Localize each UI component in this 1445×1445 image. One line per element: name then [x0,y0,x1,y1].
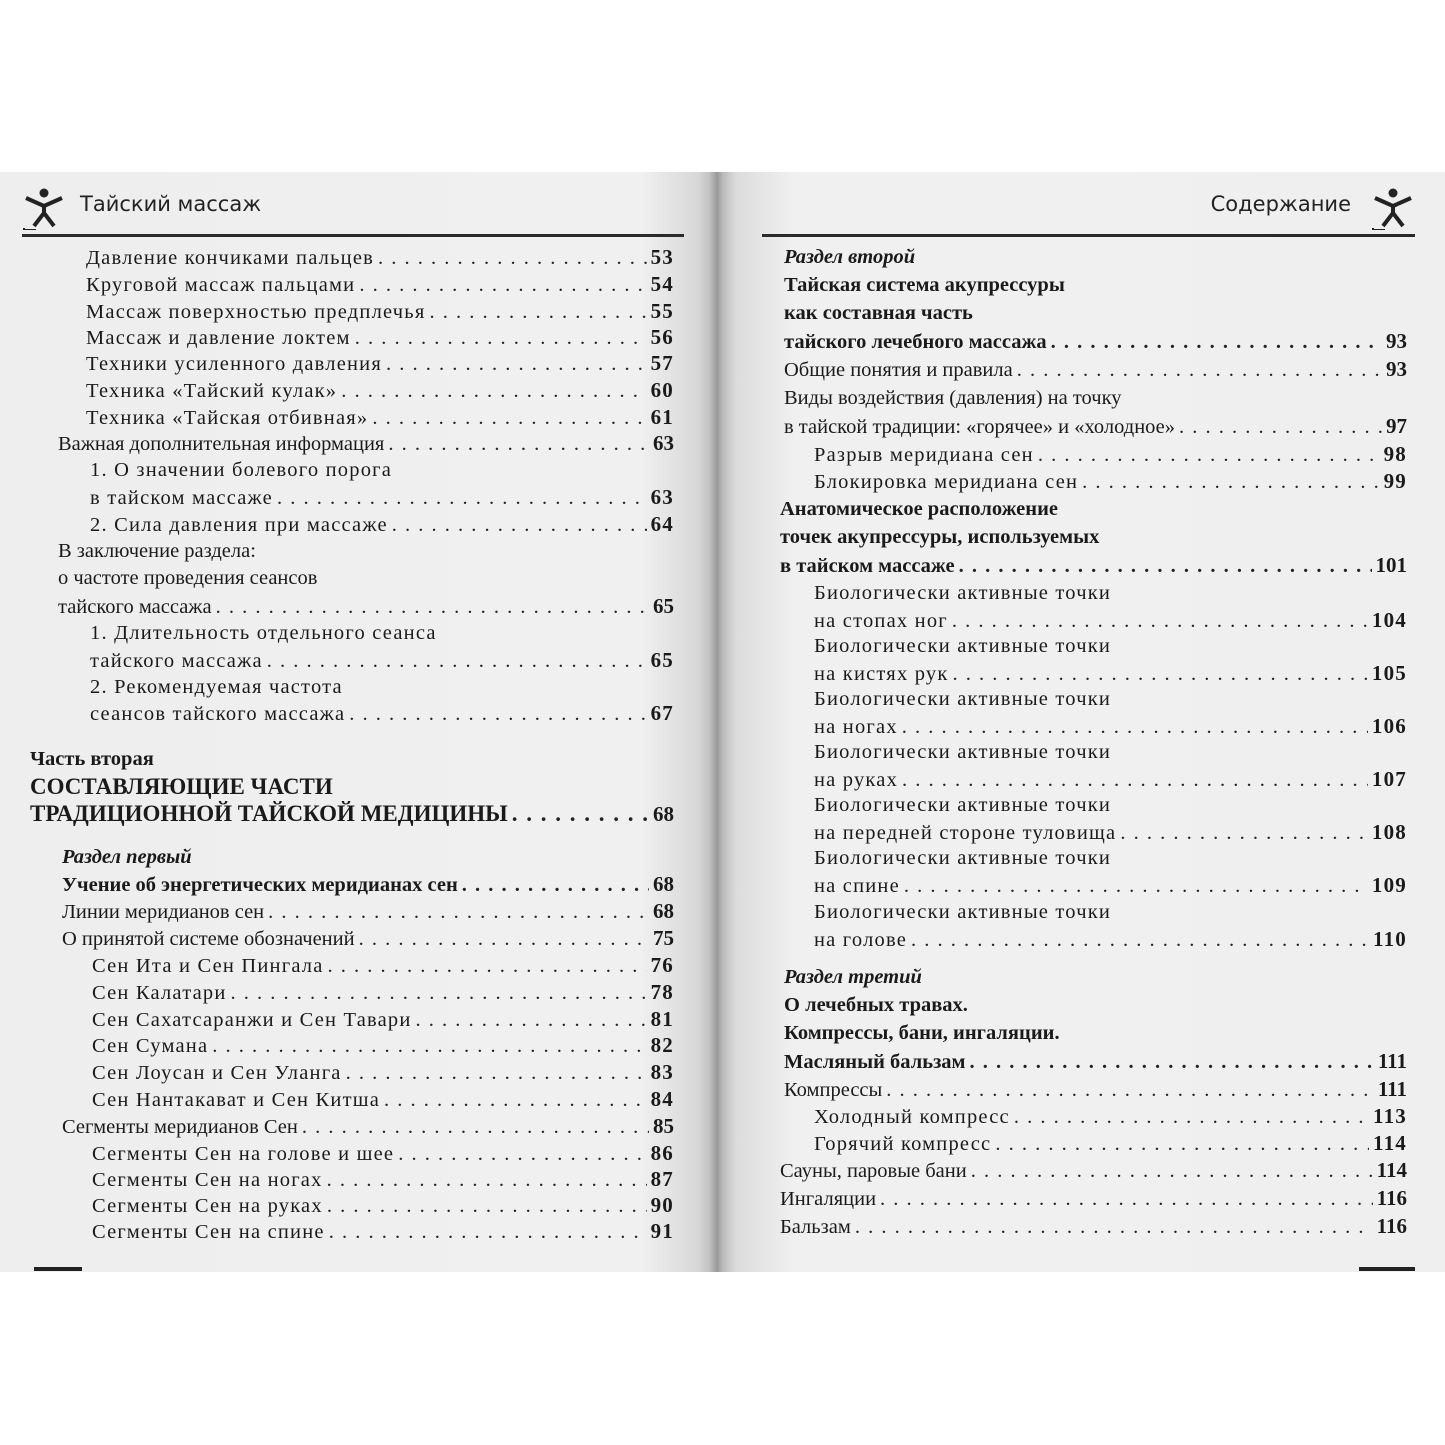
toc-entry: Сен Нантакават и Сен Китша . . . 84 [92,1084,674,1114]
running-head: Тайский массаж [80,192,262,216]
toc-entry: Сегменты Сен на ногах . . . 87 [92,1164,674,1194]
toc-entry: 2. Рекомендуемая частота [90,676,343,698]
toc-entry: сеансов тайского массажа . . . 67 [90,698,674,728]
toc-entry: Круговой массаж пальцами . . . 54 [86,269,674,299]
toc-entry: Учение об энергетических меридианах сен . . . 68 [62,869,674,899]
toc-entry: Холодный компресс . . . 113 [814,1101,1407,1131]
section-title: как составная часть [784,302,973,324]
toc-entry: Биологически активные точки [814,847,1112,869]
toc-entry: на стопах ног . . . 104 [814,605,1407,635]
section-title: в тайском массаже . . . 101 [780,550,1407,580]
toc-entry: в тайской традиции: «горячее» и «холодное» . . . 97 [784,411,1407,441]
toc-entry: Биологически активные точки [814,582,1112,604]
stick-figure-icon [1371,186,1415,230]
toc-entry: Сегменты Сен на голове и шее . . . 86 [92,1138,674,1168]
part-title: ТРАДИЦИОННОЙ ТАЙСКОЙ МЕДИЦИНЫ . . . 68 [30,799,674,829]
toc-entry: на руках . . . 107 [814,764,1407,794]
toc-entry: Горячий компресс . . . 114 [814,1128,1407,1158]
toc-entry: Массаж и давление локтем . . . 56 [86,322,674,352]
toc-entry: Давление кончиками пальцев . . . 53 [86,242,674,272]
toc-entry: Сен Лоусан и Сен Уланга . . . 83 [92,1057,674,1087]
toc-entry: Сауны, паровые бани . . . 114 [780,1155,1407,1185]
toc-entry: на голове . . . 110 [814,924,1407,954]
header-rule [762,234,1415,237]
toc-entry: о частоте проведения сеансов [58,567,318,589]
toc-entry: Линии меридианов сен . . . 68 [62,896,674,926]
right-page [722,172,1445,1272]
toc-entry: Техники усиленного давления . . . 57 [86,348,674,378]
section-title: О лечебных травах. [784,994,968,1016]
section-title: точек акупрессуры, используемых [780,526,1100,548]
part-title: СОСТАВЛЯЮЩИЕ ЧАСТИ [30,774,333,799]
toc-entry: Биологически активные точки [814,635,1112,657]
toc-entry: Сен Сахатсаранжи и Сен Тавари . . . 81 [92,1004,674,1034]
toc-entry: Сен Ита и Сен Пингала . . . 76 [92,950,674,980]
toc-entry: Виды воздействия (давления) на точку [784,387,1122,409]
toc-entry: Компрессы . . . 111 [784,1074,1407,1104]
toc-entry: Ингаляции . . . 116 [780,1183,1407,1213]
toc-entry: Техника «Тайский кулак» . . . 60 [86,375,674,405]
toc-entry: Сегменты Сен на спине . . . 91 [92,1216,674,1246]
toc-entry: Техника «Тайская отбивная» . . . 61 [86,402,674,432]
section-title: Анатомическое расположение [780,498,1058,520]
toc-entry: на ногах . . . 106 [814,711,1407,741]
part-label: Часть вторая [30,748,154,770]
toc-entry: в тайском массаже . . . 63 [90,482,674,512]
toc-entry: Сегменты меридианов Сен . . . 85 [62,1111,674,1141]
toc-entry: Биологически активные точки [814,741,1112,763]
toc-entry: Биологически активные точки [814,794,1112,816]
section-label: Раздел третий [784,966,922,988]
toc-entry: Массаж поверхностью предплечья . . . 55 [86,296,674,326]
toc-entry: Разрыв меридиана сен . . . 98 [814,439,1407,469]
section-title: Масляный бальзам . . . 111 [784,1046,1407,1076]
section-label: Раздел второй [784,246,916,268]
toc-entry: на передней стороне туловища . . . 108 [814,817,1407,847]
book-spread [0,172,1445,1272]
page-corner-mark [34,1267,82,1271]
page-corner-mark [1359,1267,1415,1271]
toc-entry: Биологически активные точки [814,688,1112,710]
toc-entry: Сен Калатари . . . 78 [92,977,674,1007]
toc-entry: Важная дополнительная информация . . . 63 [58,428,674,458]
section-title: Тайская система акупрессуры [784,274,1065,296]
toc-entry: Биологически активные точки [814,901,1112,923]
header-rule [22,234,684,237]
stick-figure-icon [22,186,66,230]
toc-entry: Бальзам . . . 116 [780,1211,1407,1241]
toc-entry: В заключение раздела: [58,540,256,562]
toc-entry: Блокировка меридиана сен . . . 99 [814,466,1407,496]
section-label: Раздел первый [62,846,192,868]
toc-entry: на спине . . . 109 [814,870,1407,900]
toc-entry: на кистях рук . . . 105 [814,658,1407,688]
section-title: тайского лечебного массажа . . . 93 [784,326,1407,356]
toc-entry: тайского массажа . . . 65 [90,645,674,675]
toc-entry: Сегменты Сен на руках . . . 90 [92,1190,674,1220]
toc-entry: Общие понятия и правила . . . 93 [784,354,1407,384]
toc-entry: Сен Сумана . . . 82 [92,1030,674,1060]
toc-entry: 2. Сила давления при массаже . . . 64 [90,509,674,539]
section-title: Компрессы, бани, ингаляции. [784,1022,1060,1044]
left-page [0,172,712,1272]
toc-entry: О принятой системе обозначений . . . 75 [62,923,674,953]
toc-entry: 1. О значении болевого порога [90,459,393,481]
toc-entry: 1. Длительность отдельного сеанса [90,622,437,644]
running-head: Содержание [1210,192,1351,216]
toc-entry: тайского массажа . . . 65 [58,591,674,621]
